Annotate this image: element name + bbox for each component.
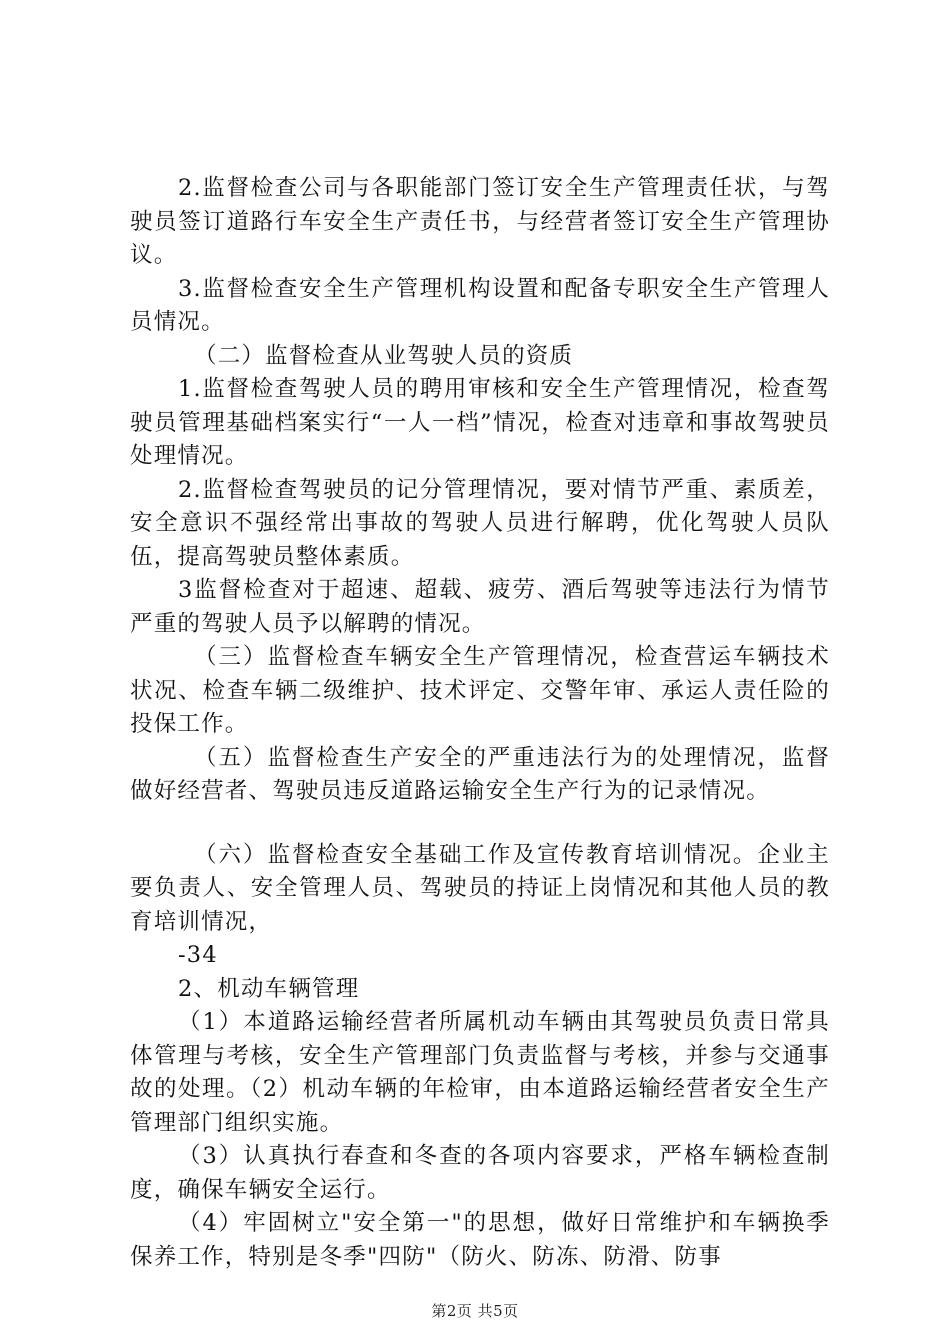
paragraph-education-training: （六）监督检查安全基础工作及宣传教育培训情况。企业主要负责人、安全管理人员、驾驶员的持证上岗情况和其他人员的教育培训情况， [130, 841, 830, 935]
paragraph-safety-first: （4）牢固树立"安全第一"的思想，做好日常维护和车辆换季保养工作，特别是冬季"四防"（防火、防冻、防滑、防事 [130, 1210, 830, 1270]
paragraph-serious-violations: （五）监督检查生产安全的严重违法行为的处理情况，监督做好经营者、驾驶员违反道路运输安全生产行为的记录情况。 [130, 744, 830, 804]
paragraph-gap [130, 809, 830, 839]
page-marker: -34 [178, 942, 218, 968]
document-body [130, 172, 830, 1274]
paragraph-vehicle-daily-management: （1）本道路运输经营者所属机动车辆由其驾驶员负责日常具体管理与考核，安全生产管理部门负责监督与考核，并参与交通事故的处理。（2）机动车辆的年检审，由本道路运输经营者安全生产管理部门组织实施。 [130, 1009, 830, 1136]
paragraph-management-staff: 3.监督检查安全生产管理机构设置和配备专职安全生产管理人员情况。 [130, 275, 830, 335]
paragraph-sign-responsibility: 2.监督检查公司与各职能部门签订安全生产管理责任状，与驾驶员签订道路行车安全生产责任书，与经营者签订安全生产管理协议。 [130, 175, 830, 268]
heading-vehicle-management: 2、机动车辆管理 [178, 975, 360, 1002]
paragraph-vehicle-safety: （三）监督检查车辆安全生产管理情况，检查营运车辆技术状况、检查车辆二级维护、技术评定、交警年审、承运人责任险的投保工作。 [130, 644, 830, 737]
paragraph-driver-scoring: 2.监督检查驾驶员的记分管理情况，要对情节严重、素质差，安全意识不强经常出事故的驾驶人员进行解聘，优化驾驶人员队伍，提高驾驶员整体素质。 [130, 476, 830, 570]
paragraph-violations: 3监督检查对于超速、超载、疲劳、酒后驾驶等违法行为情节严重的驾驶人员予以解聘的情况。 [130, 577, 830, 637]
paragraph-driver-hiring: 1.监督检查驾驶人员的聘用审核和安全生产管理情况，检查驾驶员管理基础档案实行“一人一档”情况，检查对违章和事故驾驶员处理情况。 [130, 376, 830, 469]
paragraph-seasonal-inspection: （3）认真执行春查和冬查的各项内容要求，严格车辆检查制度，确保车辆安全运行。 [130, 1143, 830, 1203]
page-footer: 第2页 共5页 [431, 1302, 519, 1320]
heading-driver-qualification: （二）监督检查从业驾驶人员的资质 [194, 342, 574, 369]
